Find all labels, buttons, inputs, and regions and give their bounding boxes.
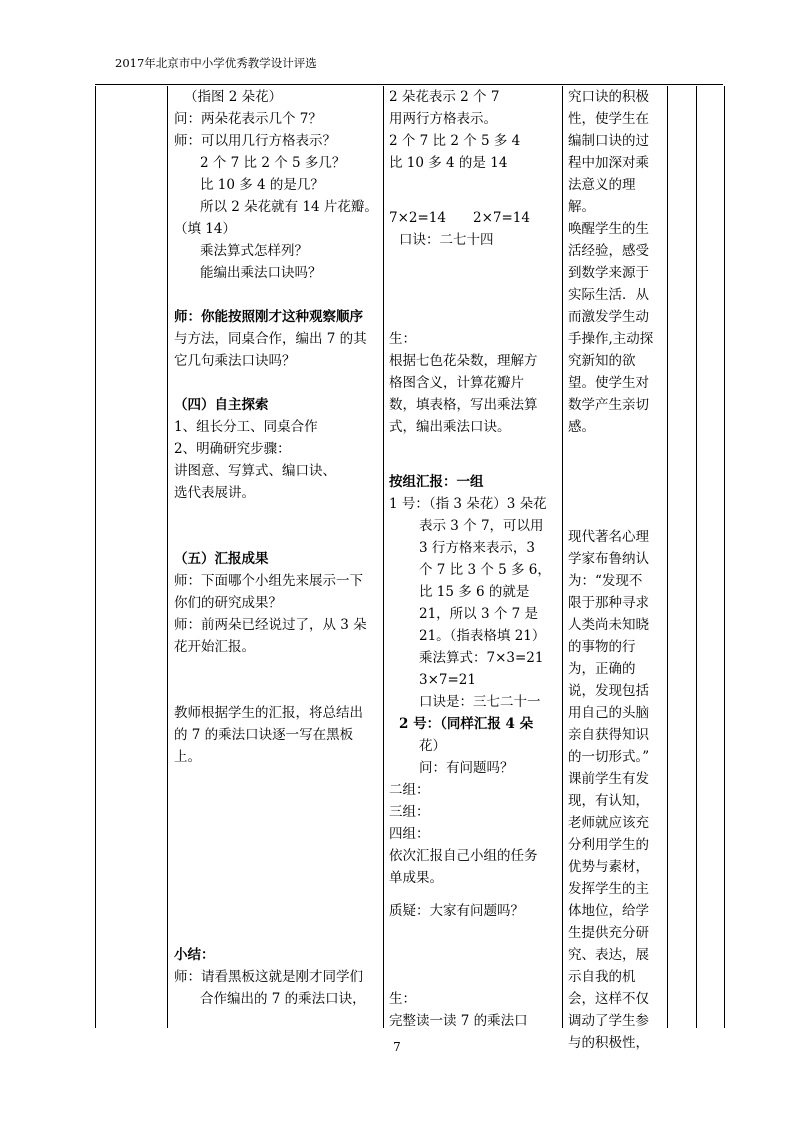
intent-line: 用自己的头脑 [568, 705, 649, 721]
intent-line: 生提供充分研 [568, 925, 649, 941]
student-line: 比 10 多 4 的是 14 [389, 155, 508, 171]
section-heading: 按组汇报：一组 [389, 474, 484, 490]
spacer [174, 658, 382, 680]
intent-line: 数学产生亲切 [568, 397, 649, 413]
teacher-line: （指图 2 朵花） [184, 89, 283, 105]
spacer [389, 889, 561, 900]
intent-line: 现代著名心理 [568, 529, 649, 545]
intent-line: 分利用学生的 [568, 837, 649, 853]
intent-line: 学家布鲁纳认 [568, 551, 649, 567]
intent-line: 为，正确的 [568, 661, 636, 677]
spacer [389, 251, 561, 273]
intent-line: 优势与素材， [568, 859, 649, 875]
student-activity-cell [389, 86, 561, 1032]
page-header: 2017年北京市中小学优秀教学设计评选 [115, 56, 317, 70]
spacer [389, 174, 561, 196]
intent-line: 亲自获得知识 [568, 727, 649, 743]
page-number: 7 [393, 1040, 401, 1054]
student-line: 21，所以 3 个 7 是 [419, 606, 539, 622]
student-line: 3×7=21 [419, 672, 476, 688]
intent-line: 唤醒学生的生 [568, 221, 649, 237]
teacher-line: 问：两朵花表示几个 7？ [174, 111, 322, 127]
student-line: 生： [389, 991, 416, 1007]
teacher-line: 与方法，同桌合作，编出 7 的其 [174, 331, 367, 347]
section-heading: （四）自主探索 [174, 397, 269, 413]
teacher-line: 师：请看黑板这就是刚才同学们 [174, 969, 363, 985]
spacer [174, 812, 382, 834]
spacer [389, 460, 561, 471]
intent-line: 究、表达，展 [568, 947, 649, 963]
section-heading: 小结： [174, 947, 215, 963]
spacer [174, 834, 382, 856]
teacher-line: 比 10 多 4 的是几？ [200, 177, 324, 193]
intent-line: 实际生活．从 [568, 287, 649, 303]
teacher-line: 师：下面哪个小组先来展示一下 [174, 573, 363, 589]
table-divider-1 [167, 86, 168, 1028]
teacher-line: 教师根据学生的汇报，将总结出 [174, 705, 363, 721]
spacer [174, 790, 382, 812]
student-line: 7×2=14 2×7=14 [389, 210, 530, 226]
spacer [568, 460, 661, 482]
teacher-line: （填 14） [174, 221, 236, 237]
student-line: 四组： [389, 826, 430, 842]
teacher-line: 师：你能按照刚才这种观察顺序 [174, 309, 363, 325]
table-divider-5 [696, 86, 697, 1028]
intent-line: 示自我的机 [568, 969, 636, 985]
intent-line: 编制口诀的过 [568, 133, 649, 149]
spacer [174, 878, 382, 900]
table-divider-2 [383, 86, 384, 1028]
teacher-line: 2、明确研究步骤： [174, 441, 291, 457]
student-line: 口诀：二七十四 [399, 232, 494, 248]
intent-line: 而激发学生动 [568, 309, 649, 325]
intent-line: 性，使学生在 [568, 111, 649, 127]
intent-line: 到数学来源于 [568, 265, 649, 281]
intent-line: 老师就应该充 [568, 815, 649, 831]
intent-line: 课前学生有发 [568, 771, 649, 787]
spacer [389, 966, 561, 988]
intent-line: 限于那种寻求 [568, 595, 649, 611]
teacher-line: 师：可以用几行方格表示？ [174, 133, 336, 149]
student-line: 式，编出乘法口诀。 [389, 419, 511, 435]
intent-line: 会，这样不仅 [568, 991, 649, 1007]
student-line: 2 个 7 比 2 个 5 多 4 [389, 133, 521, 149]
intent-line: 现，有认知， [568, 793, 649, 809]
spacer [174, 526, 382, 548]
student-line: 2 号：（同样汇报 4 朵 [399, 716, 534, 732]
student-line: 格图含义，计算花瓣片 [389, 375, 524, 391]
spacer [174, 284, 382, 306]
spacer [174, 900, 382, 922]
section-heading: （五）汇报成果 [174, 551, 269, 567]
student-line: 单成果。 [389, 870, 443, 886]
teacher-line: 它几句乘法口诀吗？ [174, 353, 296, 369]
spacer [389, 944, 561, 966]
intent-line: 手操作,主动探 [568, 331, 654, 347]
spacer [389, 317, 561, 328]
spacer [389, 196, 561, 207]
intent-line: 究新知的欲 [568, 353, 636, 369]
spacer [174, 856, 382, 878]
intent-line: 人类尚未知晓 [568, 617, 649, 633]
teacher-line: 师：前两朵已经说过了，从 3 朵 [174, 617, 367, 633]
spacer [389, 273, 561, 295]
student-line: 比 15 多 6 的就是 [419, 584, 530, 600]
spacer [568, 482, 661, 504]
student-line: 口诀是：三七二十一 [419, 694, 541, 710]
intent-line: 感。 [568, 419, 595, 435]
intent-line: 为：“发现不 [568, 573, 643, 589]
spacer [568, 504, 661, 526]
student-line: 用两行方格表示。 [389, 111, 497, 127]
intent-line: 法意义的理 [568, 177, 636, 193]
spacer [389, 295, 561, 317]
teacher-line: 上。 [174, 749, 201, 765]
teacher-activity-cell [174, 86, 382, 1010]
design-intent-cell [568, 86, 661, 1054]
teacher-line: 讲图意、写算式、编口诀、 [174, 463, 336, 479]
spacer [174, 372, 382, 394]
intent-line: 体地位，给学 [568, 903, 649, 919]
intent-line: 调动了学生参 [568, 1013, 649, 1029]
spacer [174, 504, 382, 526]
spacer [174, 680, 382, 702]
intent-line: 究口诀的积极 [568, 89, 649, 105]
teacher-line: 的 7 的乘法口诀逐一写在黑板 [174, 727, 354, 743]
student-line: 质疑：大家有问题吗？ [389, 903, 524, 919]
lesson-table [95, 86, 725, 1051]
student-line: 花） [419, 738, 446, 754]
intent-line: 的一切形式。” [568, 749, 650, 765]
spacer [389, 922, 561, 944]
table-divider-3 [562, 86, 563, 1028]
teacher-line: 2 个 7 比 2 个 5 多几？ [200, 155, 346, 171]
spacer [174, 922, 382, 944]
spacer [174, 768, 382, 790]
intent-line: 解。 [568, 199, 595, 215]
teacher-line: 花开始汇报。 [174, 639, 255, 655]
intent-line: 与的积极性， [568, 1035, 649, 1051]
intent-line: 发挥学生的主 [568, 881, 649, 897]
student-line: 依次汇报自己小组的任务 [389, 848, 538, 864]
student-line: 21。（指表格填 21） [419, 628, 546, 644]
student-line: 3 行方格来表示，3 [419, 540, 535, 556]
student-line: 二组： [389, 782, 430, 798]
student-line: 完整读一读 7 的乘法口 [389, 1013, 528, 1029]
student-line: 乘法算式：7×3=21 [419, 650, 544, 666]
student-line: 1 号：（指 3 朵花）3 朵花 [389, 496, 547, 512]
teacher-line: 合作编出的 7 的乘法口诀， [200, 991, 366, 1007]
teacher-line: 乘法算式怎样列？ [200, 243, 308, 259]
student-line: 表示 3 个 7，可以用 [419, 518, 544, 534]
teacher-line: 1、组长分工、同桌合作 [174, 419, 318, 435]
header-rule [95, 84, 723, 85]
teacher-line: 所以 2 朵花就有 14 片花瓣。 [200, 199, 378, 215]
intent-line: 程中加深对乘 [568, 155, 649, 171]
student-line: 数，填表格，写出乘法算 [389, 397, 538, 413]
spacer [389, 438, 561, 460]
student-line: 三组： [389, 804, 430, 820]
teacher-line: 选代表展讲。 [174, 485, 255, 501]
spacer [568, 438, 661, 460]
student-line: 2 朵花表示 2 个 7 [389, 89, 500, 105]
intent-line: 活经验，感受 [568, 243, 649, 259]
intent-line: 的事物的行 [568, 639, 636, 655]
student-line: 个 7 比 3 个 5 多 6， [419, 562, 551, 578]
table-divider-4 [667, 86, 668, 1028]
intent-line: 说，发现包括 [568, 683, 649, 699]
student-line: 生： [389, 331, 416, 347]
student-line: 根据七色花朵数，理解方 [389, 353, 538, 369]
student-line: 问：有问题吗？ [419, 760, 514, 776]
intent-line: 望。使学生对 [568, 375, 649, 391]
teacher-line: 你们的研究成果？ [174, 595, 282, 611]
teacher-line: 能编出乘法口诀吗？ [200, 265, 322, 281]
